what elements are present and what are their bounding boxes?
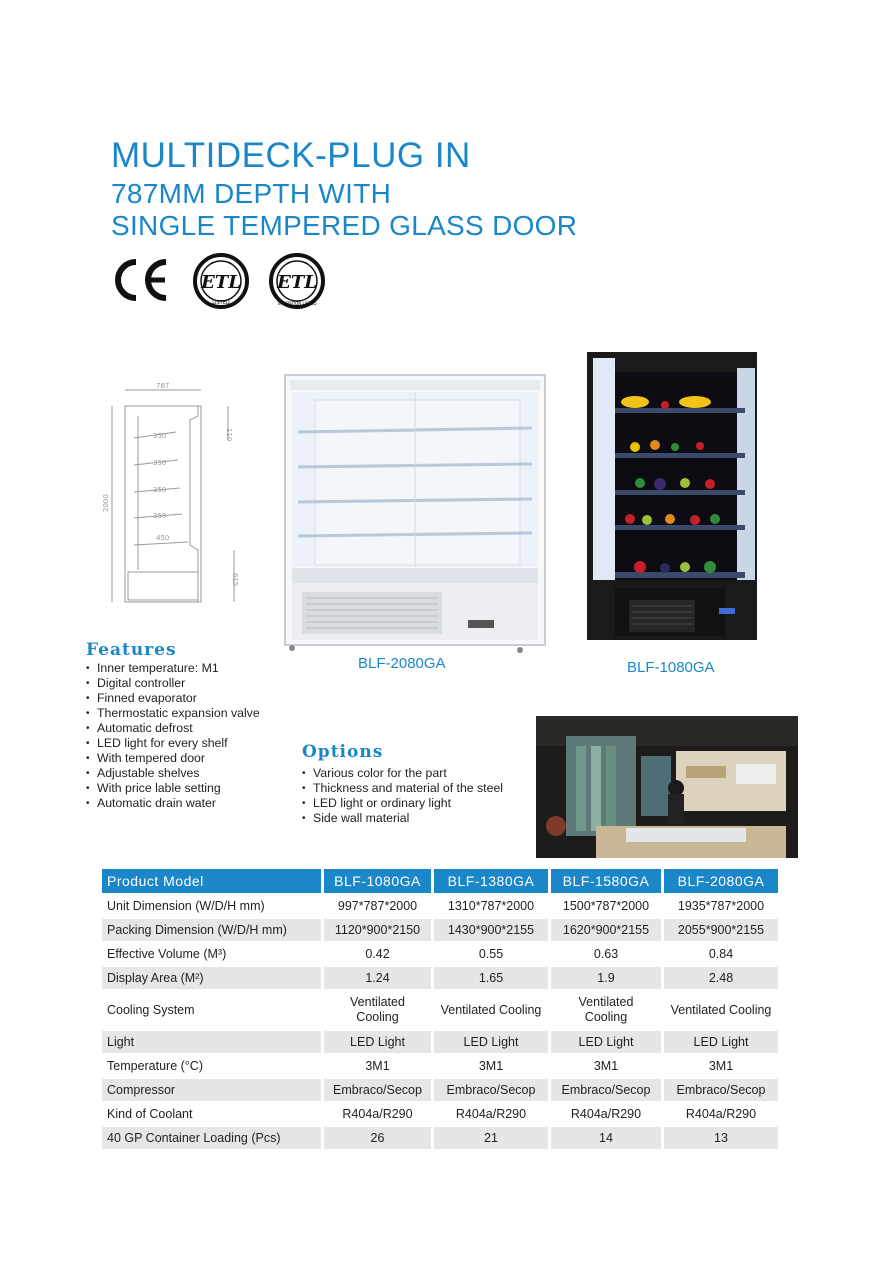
- table-cell: Embraco/Secop: [551, 1079, 661, 1101]
- table-row: [102, 919, 778, 941]
- table-row: [102, 1127, 778, 1149]
- table-cell: 21: [434, 1127, 548, 1149]
- spec-table: [99, 867, 781, 1151]
- table-row: [102, 1079, 778, 1101]
- table-row: [102, 991, 778, 1029]
- dim-shelf-1: 350: [153, 432, 167, 440]
- table-cell: 1120*900*2150: [324, 919, 431, 941]
- table-cell: 2055*900*2155: [664, 919, 778, 941]
- table-cell: Ventilated Cooling: [670, 1002, 772, 1017]
- page-subtitle-line1: 787MM DEPTH WITH: [111, 178, 392, 209]
- table-cell: R404a/R290: [455, 1106, 527, 1121]
- dim-shelf-3: 350: [153, 486, 167, 494]
- dim-shelf-4: 350: [153, 512, 167, 520]
- svg-text:ETL: ETL: [201, 272, 241, 293]
- table-cell: 0.63: [593, 946, 619, 961]
- table-cell: Embraco/Secop: [434, 1079, 548, 1101]
- list-item: • With tempered door: [86, 751, 260, 766]
- features-title: Features: [86, 640, 177, 660]
- table-cell: 1935*787*2000: [677, 898, 765, 913]
- table-cell: R404a/R290: [570, 1106, 642, 1121]
- table-cell: 1430*900*2155: [434, 919, 548, 941]
- svg-text:ETL: ETL: [277, 272, 317, 293]
- list-item: • Inner temperature: M1: [86, 661, 260, 676]
- table-cell: LED Light: [324, 1031, 431, 1053]
- table-cell: 14: [551, 1127, 661, 1149]
- table-cell: LED Light: [551, 1031, 661, 1053]
- dim-shelf-2: 350: [153, 459, 167, 467]
- table-row: [102, 895, 778, 917]
- etl-sanitation-listed-icon: [268, 252, 326, 315]
- dim-110: 110: [225, 428, 233, 442]
- table-cell: Effective Volume (M³): [107, 946, 227, 961]
- list-item: • Side wall material: [302, 811, 503, 826]
- table-cell: 0.42: [365, 946, 390, 961]
- list-item: • With price lable setting: [86, 781, 260, 796]
- white-cabinet-image: [280, 370, 550, 660]
- table-cell: 1620*900*2155: [551, 919, 661, 941]
- table-cell: Ventilated Cooling: [440, 1002, 542, 1017]
- table-cell: LED Light: [664, 1031, 778, 1053]
- table-row: [102, 1055, 778, 1077]
- table-cell: 1310*787*2000: [447, 898, 535, 913]
- table-cell: 3M1: [708, 1058, 734, 1073]
- table-cell: 40 GP Container Loading (Pcs): [102, 1127, 321, 1149]
- table-cell: Ventilated Cooling: [350, 995, 405, 1024]
- table-cell: 0.55: [478, 946, 504, 961]
- page-title: MULTIDECK-PLUG IN: [111, 136, 471, 175]
- table-row: [102, 1103, 778, 1125]
- table-cell: 1.9: [551, 967, 661, 989]
- options-title: Options: [302, 742, 384, 762]
- table-cell: 1500*787*2000: [562, 898, 650, 913]
- list-item: • Digital controller: [86, 676, 260, 691]
- table-cell: Unit Dimension (W/D/H mm): [107, 898, 265, 913]
- table-cell: 997*787*2000: [337, 898, 418, 913]
- table-cell: 13: [664, 1127, 778, 1149]
- list-item: • Automatic drain water: [86, 796, 260, 811]
- ce-mark-icon: [110, 254, 170, 318]
- list-item: • Various color for the part: [302, 766, 503, 781]
- table-cell: Compressor: [102, 1079, 321, 1101]
- table-cell: Light: [102, 1031, 321, 1053]
- table-cell: 26: [324, 1127, 431, 1149]
- caption-blf-1080ga: BLF-1080GA: [627, 659, 715, 676]
- table-cell: 2.48: [664, 967, 778, 989]
- table-cell: Cooling System: [107, 1002, 195, 1017]
- table-cell: Embraco/Secop: [664, 1079, 778, 1101]
- table-header-row: [102, 869, 778, 893]
- table-cell: LED Light: [434, 1031, 548, 1053]
- features-list: [86, 661, 260, 811]
- table-cell: 1.65: [434, 967, 548, 989]
- table-cell: 1.24: [324, 967, 431, 989]
- table-cell: R404a/R290: [342, 1106, 413, 1121]
- table-row: [102, 1031, 778, 1053]
- table-row: [102, 943, 778, 965]
- table-cell: 3M1: [593, 1058, 619, 1073]
- table-header-cell: BLF-1380GA: [434, 869, 548, 893]
- table-cell: 3M1: [365, 1058, 390, 1073]
- caption-blf-2080ga: BLF-2080GA: [358, 655, 446, 672]
- svg-text:LISTED: LISTED: [212, 300, 230, 306]
- table-cell: 0.84: [708, 946, 734, 961]
- list-item: • Adjustable shelves: [86, 766, 260, 781]
- black-cabinet-image: [585, 350, 760, 655]
- table-header-cell: BLF-2080GA: [664, 869, 778, 893]
- table-header-cell: Product Model: [102, 869, 321, 893]
- list-item: • Thermostatic expansion valve: [86, 706, 260, 721]
- etl-listed-icon: [192, 252, 250, 315]
- list-item: • Finned evaporator: [86, 691, 260, 706]
- page-subtitle-line2: SINGLE TEMPERED GLASS DOOR: [111, 210, 578, 241]
- table-cell: Display Area (M²): [102, 967, 321, 989]
- list-item: • LED light for every shelf: [86, 736, 260, 751]
- table-cell: Temperature (°C): [107, 1058, 203, 1073]
- table-header-cell: BLF-1080GA: [324, 869, 431, 893]
- table-header-cell: BLF-1580GA: [551, 869, 661, 893]
- list-item: • Automatic defrost: [86, 721, 260, 736]
- list-item: • Thickness and material of the steel: [302, 781, 503, 796]
- table-cell: Packing Dimension (W/D/H mm): [102, 919, 321, 941]
- table-cell: Kind of Coolant: [107, 1106, 193, 1121]
- table-cell: Embraco/Secop: [324, 1079, 431, 1101]
- store-photo: [536, 716, 798, 863]
- dim-787: 787: [156, 382, 170, 390]
- technical-drawing: [98, 380, 248, 615]
- dim-615: 615: [231, 573, 239, 587]
- list-item: • LED light or ordinary light: [302, 796, 503, 811]
- options-list: [302, 766, 503, 826]
- table-cell: 3M1: [478, 1058, 504, 1073]
- svg-text:SANITATION LISTED: SANITATION LISTED: [277, 301, 317, 306]
- table-cell: Ventilated Cooling: [578, 995, 634, 1024]
- dim-base: 450: [156, 534, 170, 542]
- table-row: [102, 967, 778, 989]
- dim-2000: 2000: [102, 494, 110, 512]
- table-cell: R404a/R290: [685, 1106, 757, 1121]
